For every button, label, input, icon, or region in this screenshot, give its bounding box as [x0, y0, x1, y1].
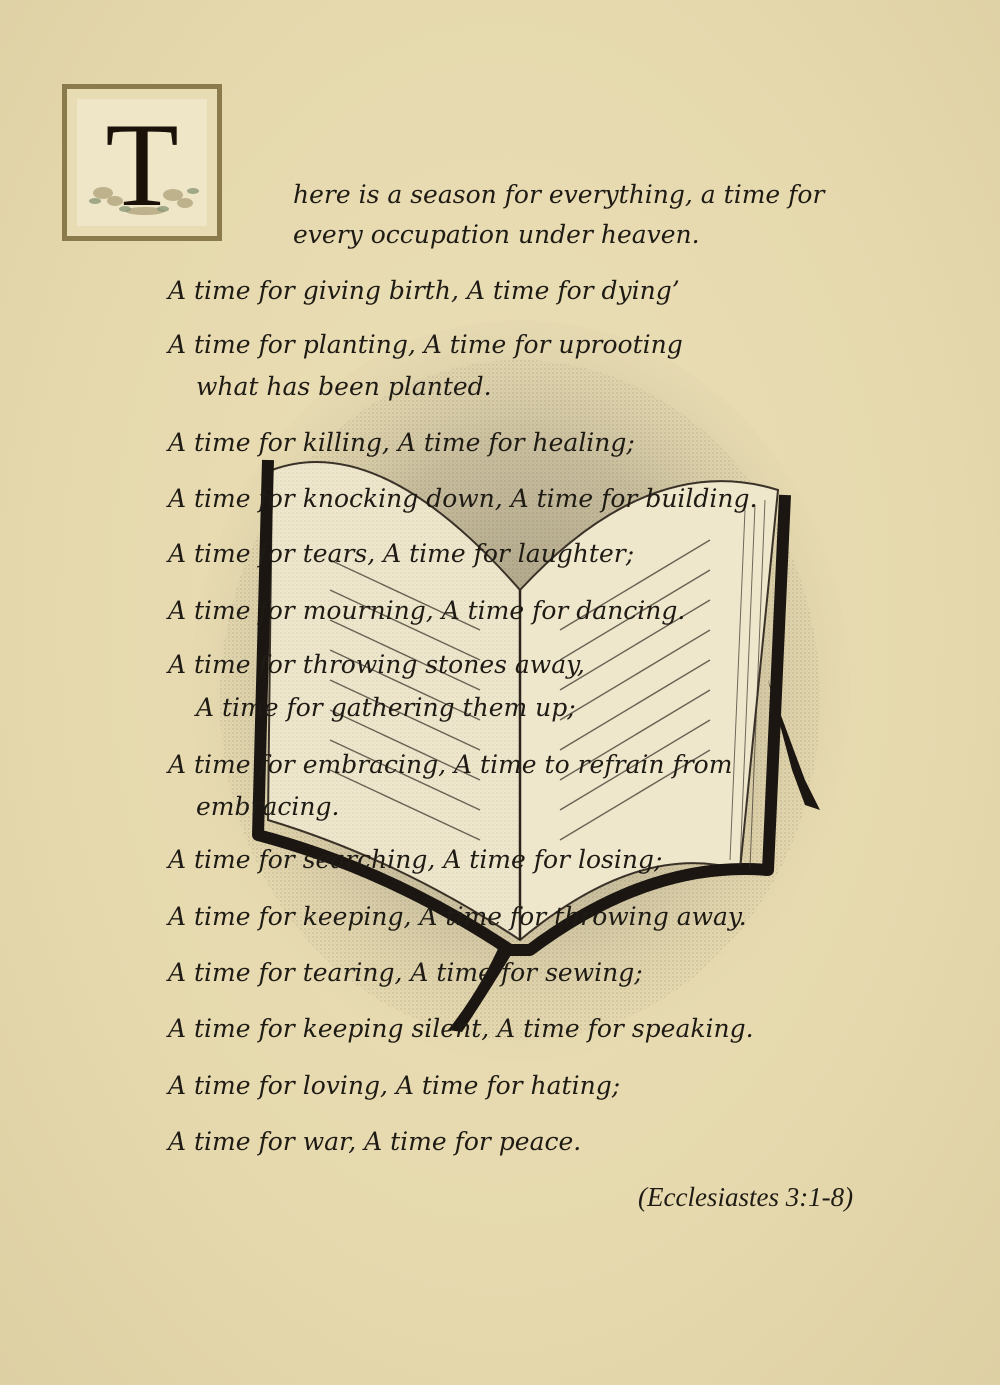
verse-line: A time for giving birth, A time for dying’	[168, 276, 680, 305]
verse-line: A time for knocking down, A time for building.	[168, 484, 758, 513]
verse-continuation: embracing.	[196, 792, 340, 821]
drop-cap-letter: T	[105, 98, 179, 231]
drop-cap-panel	[77, 98, 207, 231]
verse-line: A time for searching, A time for losing;	[168, 845, 663, 874]
verse-line: A time for tearing, A time for sewing;	[168, 958, 643, 987]
verse-continuation: what has been planted.	[196, 372, 492, 401]
verse-line: A time for keeping, A time for throwing away.	[168, 902, 747, 931]
verse-line: A time for keeping silent, A time for speaking.	[168, 1014, 754, 1043]
verse-line: A time for embracing, A time to refrain from	[168, 750, 733, 779]
opening-line-1: here is a season for everything, a time for	[293, 180, 825, 209]
verse-continuation: A time for gathering them up;	[196, 693, 576, 722]
verse-line: A time for tears, A time for laughter;	[168, 539, 635, 568]
opening-line-2: every occupation under heaven.	[293, 220, 700, 249]
verse-line: A time for killing, A time for healing;	[168, 428, 635, 457]
verse-line: A time for throwing stones away,	[168, 650, 585, 679]
verse-line: A time for loving, A time for hating;	[168, 1071, 621, 1100]
verse-line: A time for war, A time for peace.	[168, 1127, 582, 1156]
drop-cap-frame	[62, 84, 222, 241]
scripture-citation: (Ecclesiastes 3:1-8)	[638, 1182, 854, 1212]
verse-line: A time for mourning, A time for dancing.	[168, 596, 686, 625]
verse-line: A time for planting, A time for uprooting	[168, 330, 683, 359]
open-book-icon	[180, 300, 860, 1060]
